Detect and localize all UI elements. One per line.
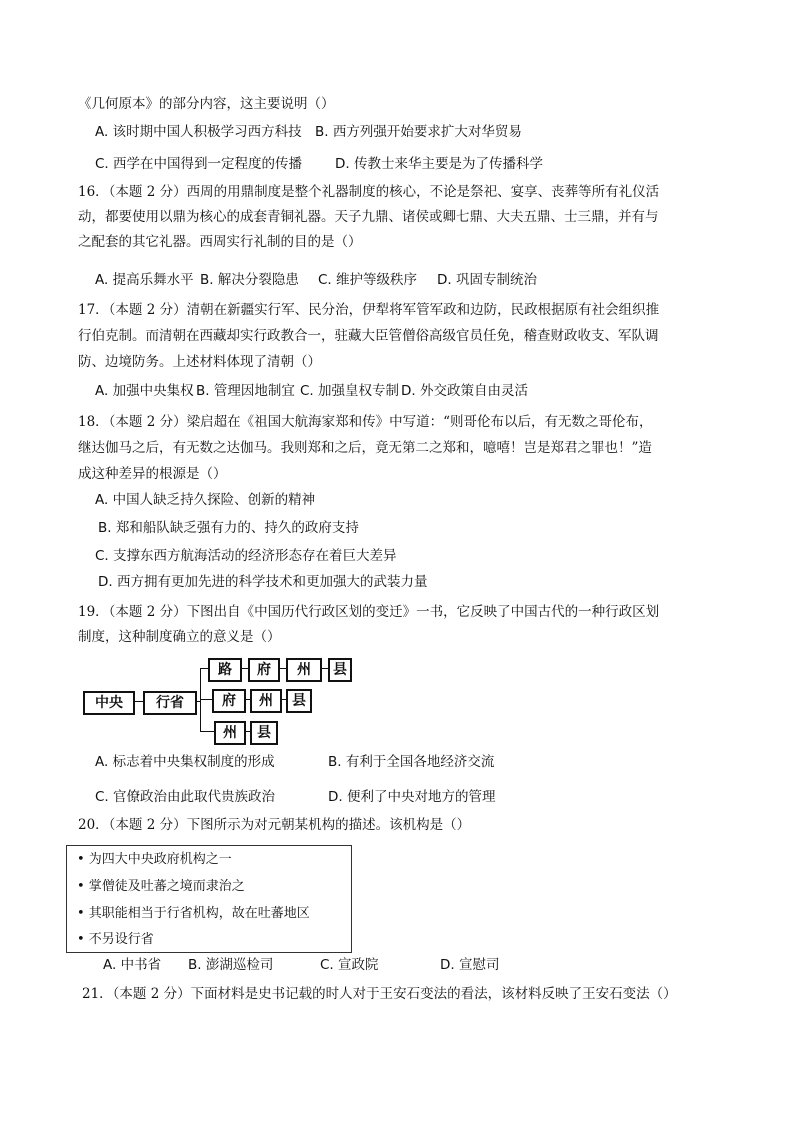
q18-option-a: A. 中国人缺乏持久探险、创新的精神: [95, 492, 316, 508]
node-zhongyang: 中央: [83, 691, 135, 715]
node-xian: 县: [286, 689, 312, 713]
q15-stem-tail: 《几何原本》的部分内容，这主要说明（）: [78, 96, 335, 112]
q20-option-b: B. 澎湖巡检司: [188, 957, 274, 973]
connector-line: [133, 701, 143, 702]
q17-stem: 17．（本题 2 分）清朝在新疆实行军、民分治，伊犁将军管军政和边防，民政根据原有社会组织推行伯克制。而清朝在西藏却实行政教合一，驻藏大臣管僧俗高级官员任免，稽查财政收支、军队调防、边境防务。上述材料体现了清朝（）: [78, 302, 660, 370]
q16-option-c: C. 维护等级秩序: [318, 272, 418, 288]
q16-option-d: D. 巩固专制统治: [437, 272, 537, 288]
q21-stem: 21．（本题 2 分）下面材料是史书记载的时人对于王安石变法的看法，该材料反映了王安石变法（）: [82, 986, 677, 1002]
q18-option-c: C. 支撑东西方航海活动的经济形态存在着巨大差异: [95, 548, 397, 564]
q16-option-a: A. 提高乐舞水平: [95, 272, 194, 288]
q17-option-b: B. 管理因地制宜: [196, 383, 295, 399]
q16-stem: 16．（本题 2 分）西周的用鼎制度是整个礼器制度的核心，不论是祭祀、宴享、丧葬等所有礼仪活动，都要使用以鼎为核心的成套青铜礼器。天子九鼎、诸侯或卿七鼎、大夫五鼎、士三鼎，并有与之配套的其它礼器。西周实行礼制的目的是（）: [78, 184, 660, 250]
node-zhou: 州: [250, 689, 282, 713]
q19-option-a: A. 标志着中央集权制度的形成: [95, 754, 275, 770]
q15-option-c: C. 西学在中国得到一定程度的传播: [95, 156, 303, 172]
node-xian: 县: [328, 658, 352, 682]
q20-option-c: C. 宣政院: [320, 957, 379, 973]
q15-option-a: A. 该时期中国人积极学习西方科技: [95, 124, 302, 140]
description-bullet: • 为四大中央政府机构之一: [77, 852, 232, 867]
q19-option-b: B. 有利于全国各地经济交流: [328, 754, 495, 770]
node-xingsheng: 行省: [143, 691, 197, 715]
connector-line: [240, 668, 248, 669]
yuan-institution-description-box: [66, 845, 352, 953]
q16-option-b: B. 解决分裂隐患: [200, 272, 299, 288]
node-lu: 路: [208, 658, 242, 682]
q20-option-a: A. 中书省: [103, 957, 162, 973]
q20-option-d: D. 宣慰司: [440, 957, 500, 973]
node-xian: 县: [250, 721, 278, 745]
node-zhou: 州: [286, 658, 322, 682]
q19-option-c: C. 官僚政治由此取代贵族政治: [95, 789, 276, 805]
q18-option-d: D. 西方拥有更加先进的科学技术和更加强大的武装力量: [98, 574, 428, 590]
q19-stem: 19．（本题 2 分）下图出自《中国历代行政区划的变迁》一书，它反映了中国古代的一种行政区划制度，这种制度确立的意义是（）: [78, 604, 660, 645]
q18-stem: 18．（本题 2 分）梁启超在《祖国大航海家郑和传》中写道：“则哥伦布以后，有无数之哥伦布，继达伽马之后，有无数之达伽马。我则郑和之后，竟无第二之郑和，噫嘻！岂是郑君之罪也！”造成这种差异的根源是（）: [78, 414, 653, 482]
connector-line: [200, 699, 212, 700]
q17-option-d: D. 外交政策自由灵活: [401, 383, 528, 399]
description-bullet: • 其职能相当于行省机构，故在吐蕃地区: [77, 906, 310, 921]
q17-option-c: C. 加强皇权专制: [300, 383, 400, 399]
q19-option-d: D. 便利了中央对地方的管理: [328, 789, 496, 805]
q18-option-b: B. 郑和船队缺乏强有力的、持久的政府支持: [98, 520, 359, 536]
connector-line: [200, 731, 214, 732]
node-zhou: 州: [214, 721, 246, 745]
connector-line: [320, 668, 328, 669]
connector-line: [200, 668, 201, 732]
description-bullet: • 掌僧徒及吐蕃之境而隶治之: [77, 879, 245, 894]
q15-option-d: D. 传教士来华主要是为了传播科学: [335, 156, 543, 172]
description-bullet: • 不另设行省: [77, 932, 154, 947]
q17-option-a: A. 加强中央集权: [95, 383, 194, 399]
connector-line: [195, 701, 201, 702]
q20-stem: 20．（本题 2 分）下图所示为对元朝某机构的描述。该机构是（）: [78, 817, 471, 833]
node-fu: 府: [212, 689, 246, 713]
node-fu: 府: [248, 658, 280, 682]
q15-option-b: B. 西方列强开始要求扩大对华贸易: [315, 124, 522, 140]
connector-line: [278, 668, 286, 669]
connector-line: [200, 668, 208, 669]
